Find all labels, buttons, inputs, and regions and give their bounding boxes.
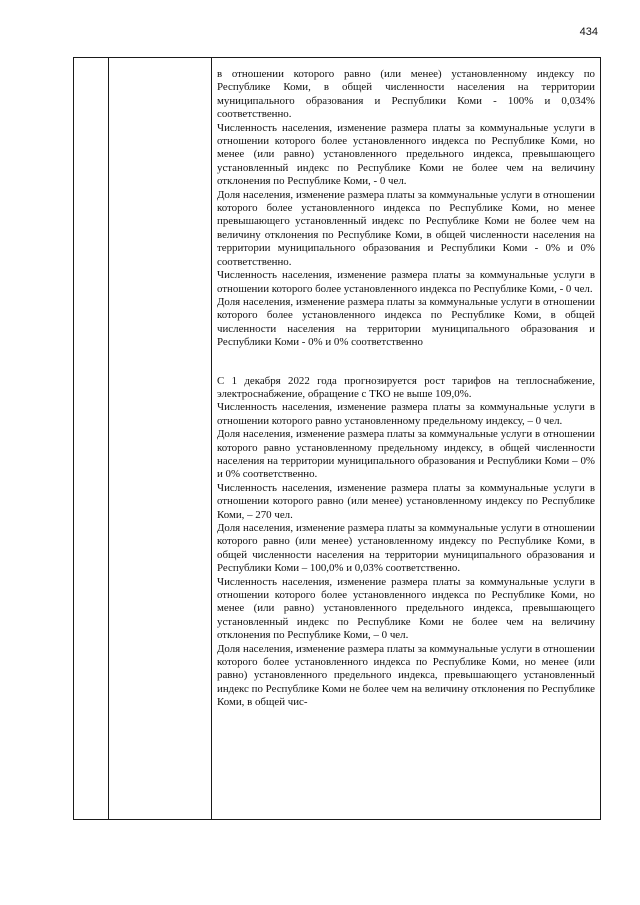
paragraph: Доля населения, изменение размера платы за коммунальные услуги в отношении которого равно (или менее) установленному индексу по Республике Коми, в общей численности населения на территории муниципального образования и Республики Коми – 100,0% и 0,03% соответственно. bbox=[217, 522, 595, 575]
page-number: 434 bbox=[579, 26, 598, 38]
paragraph: Численность населения, изменение размера платы за коммунальные услуги в отношении которого более установленного индекса по Республике Коми, но менее (или равно) установленного предельного индекса, превышающего установленный индекс по Республике Коми не более чем на величину отклонения по Республике Коми, - 0 чел. bbox=[217, 121, 595, 188]
table-cell-text bbox=[217, 68, 595, 710]
paragraph: Доля населения, изменение размера платы за коммунальные услуги в отношении которого более установленного индекса по Республике Коми, в общей численности населения на территории муниципального образования и Республики Коми - 0% и 0% соответственно bbox=[217, 295, 595, 349]
paragraph: Доля населения, изменение размера платы за коммунальные услуги в отношении которого равно установленному предельному индексу, в общей численности населения на территории муниципального образования и Республики Коми – 0% и 0% соответственно. bbox=[217, 428, 595, 481]
paragraph: Численность населения, изменение размера платы за коммунальные услуги в отношении которого равно установленному предельному индексу, – 0 чел. bbox=[217, 401, 595, 427]
table-column-divider-2 bbox=[211, 58, 212, 819]
paragraph: Доля населения, изменение размера платы за коммунальные услуги в отношении которого более установленного индекса по Республике Коми, но менее превышающего установленный индекс по Республике Коми не более чем на величину отклонения по Республике Коми, в общей численности населения на территории муниципального образования и Республики Коми - 0% и 0% соответственно. bbox=[217, 188, 595, 268]
paragraph-gap bbox=[217, 350, 595, 375]
document-table bbox=[73, 57, 601, 820]
paragraph: в отношении которого равно (или менее) установленному индексу по Республике Коми, в общей численности населения на территории муниципального образования и Республики Коми - 100% и 0,034% соответственно. bbox=[217, 68, 595, 121]
paragraph: Доля населения, изменение размера платы за коммунальные услуги в отношении которого более установленного индекса по Республике Коми, но менее (или равно) установленного предельного индекса, превышающего установленный индекс по Республике Коми не более чем на величину отклонения по Республике Коми, в общей чис- bbox=[217, 642, 595, 709]
table-column-divider-1 bbox=[108, 58, 109, 819]
paragraph: Численность населения, изменение размера платы за коммунальные услуги в отношении которого более установленного индекса по Республике Коми, но менее (или равно) установленного предельного индекса, превышающего установленный индекс по Республике Коми не более чем на величину отклонения по Республике Коми, – 0 чел. bbox=[217, 575, 595, 642]
paragraph: Численность населения, изменение размера платы за коммунальные услуги в отношении которого равно (или менее) установленному индексу по Республике Коми, – 270 чел. bbox=[217, 481, 595, 521]
paragraph: Численность населения, изменение размера платы за коммунальные услуги в отношении которого более установленного индекса по Республике Коми, - 0 чел. bbox=[217, 269, 595, 295]
paragraph: С 1 декабря 2022 года прогнозируется рост тарифов на теплоснабжение, электроснабжение, обращение с ТКО не выше 109,0%. bbox=[217, 374, 595, 400]
